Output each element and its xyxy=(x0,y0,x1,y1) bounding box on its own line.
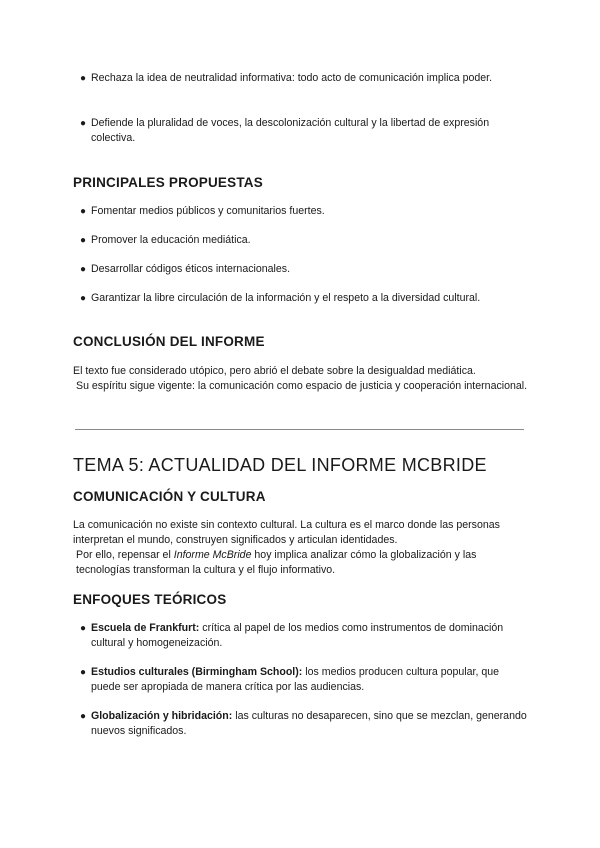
page-title-tema5: TEMA 5: ACTUALIDAD DEL INFORME MCBRIDE xyxy=(73,455,487,475)
list-item-text: Garantizar la libre circulación de la información y el respeto a la diversidad cultural. xyxy=(91,292,481,304)
list-item xyxy=(80,204,531,219)
section-heading-conclusion: CONCLUSIÓN DEL INFORME xyxy=(73,334,265,349)
list-item-text: Rechaza la idea de neutralidad informativa: todo acto de comunicación implica poder. xyxy=(91,72,493,84)
horizontal-divider xyxy=(75,429,524,430)
list-item xyxy=(80,621,531,651)
list-item-desc: crítica al papel de los medios como instrumentos de dominación cultural y homogeneización. xyxy=(91,622,504,649)
list-item-text: Fomentar medios públicos y comunitarios fuertes. xyxy=(91,205,325,217)
section-heading-comunicacion: COMUNICACIÓN Y CULTURA xyxy=(73,489,266,504)
para2-after: hoy implica analizar cómo la globalización y las tecnologías transforman la cultura y el flujo informativo. xyxy=(76,549,477,576)
list-item-text: Defiende la pluralidad de voces, la descolonización cultural y la libertad de expresión colectiva. xyxy=(91,117,490,144)
list-item-term: Globalización y hibridación: xyxy=(91,710,233,722)
bullet-icon: ● xyxy=(80,711,87,722)
list-item-term: Estudios culturales (Birmingham School): xyxy=(91,666,303,678)
list-item xyxy=(80,262,531,277)
section-heading-propuestas: PRINCIPALES PROPUESTAS xyxy=(73,175,263,190)
list-item-desc: los medios producen cultura popular, que puede ser apropiada de manera crítica por las audiencias. xyxy=(91,666,500,693)
section-heading-enfoques: ENFOQUES TEÓRICOS xyxy=(73,592,227,607)
list-item-term: Escuela de Frankfurt: xyxy=(91,622,200,634)
list-item xyxy=(80,665,531,695)
para2-before: Por ello, repensar el xyxy=(76,549,174,561)
bullet-icon: ● xyxy=(80,118,87,129)
list-item xyxy=(80,291,531,306)
paragraph-comunicacion xyxy=(73,518,533,578)
bullet-icon: ● xyxy=(80,73,87,84)
list-item-text xyxy=(91,622,503,649)
list-item-text xyxy=(91,666,499,693)
conclusion-line-2: Su espíritu sigue vigente: la comunicación como espacio de justicia y cooperación internacional. xyxy=(76,380,528,392)
list-item xyxy=(80,71,531,86)
bullet-icon: ● xyxy=(80,206,87,217)
comunicacion-para-2 xyxy=(73,548,533,578)
list-item-text xyxy=(91,710,527,737)
list-item-desc: las culturas no desaparecen, sino que se mezclan, generando nuevos significados. xyxy=(91,710,527,737)
paragraph-conclusion xyxy=(73,364,533,394)
bullet-icon: ● xyxy=(80,235,87,246)
bullet-icon: ● xyxy=(80,293,87,304)
list-item-text: Desarrollar códigos éticos internacionales. xyxy=(91,263,291,275)
bullet-icon: ● xyxy=(80,264,87,275)
comunicacion-para-1: La comunicación no existe sin contexto cultural. La cultura es el marco donde las personas interpretan el mundo, construyen significados y articulan identidades. xyxy=(73,519,500,546)
list-item xyxy=(80,709,531,739)
bullet-icon: ● xyxy=(80,623,87,634)
list-item xyxy=(80,116,531,146)
informe-mcbride-italic: Informe McBride xyxy=(173,549,252,561)
conclusion-line-1: El texto fue considerado utópico, pero abrió el debate sobre la desigualdad mediática. xyxy=(73,365,476,377)
list-item-text: Promover la educación mediática. xyxy=(91,234,251,246)
list-item xyxy=(80,233,531,248)
bullet-icon: ● xyxy=(80,667,87,678)
